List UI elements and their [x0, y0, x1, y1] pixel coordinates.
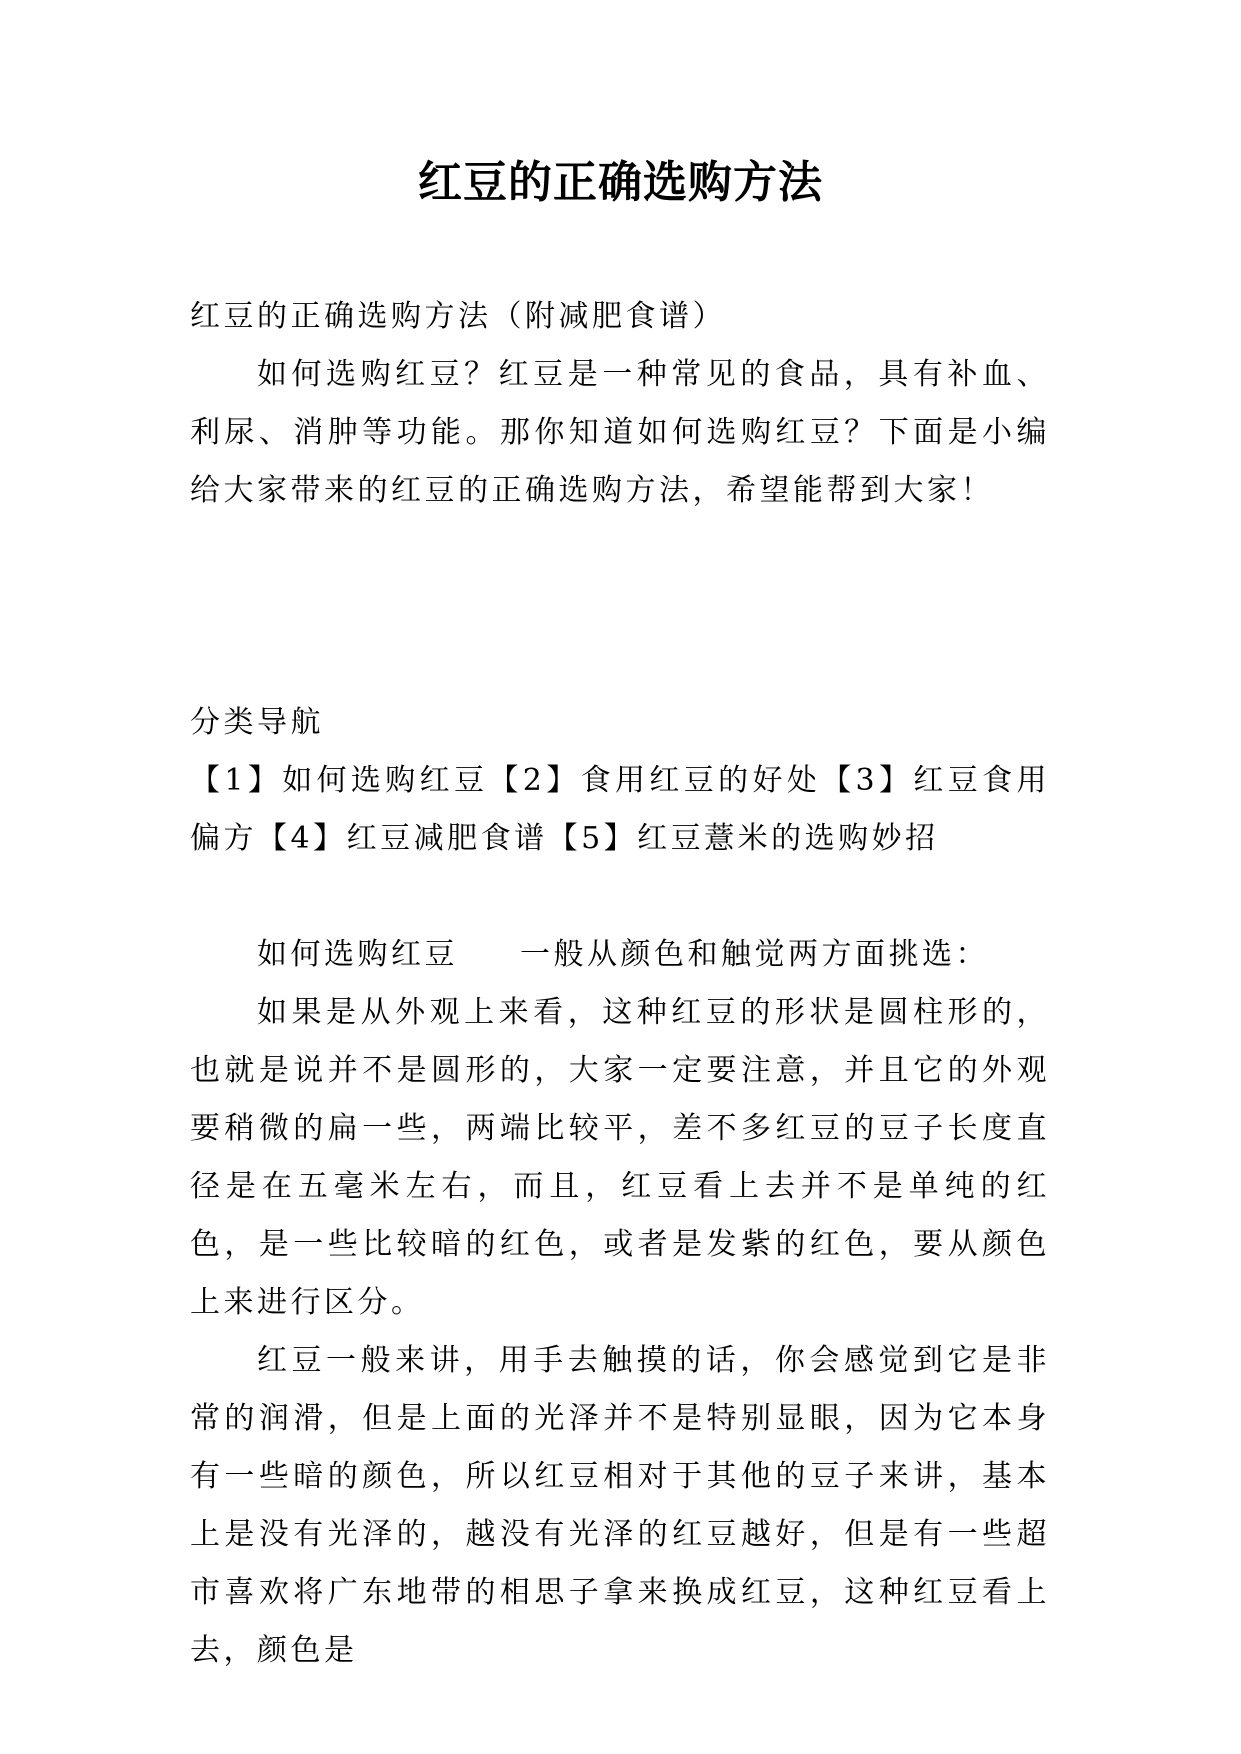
intro-text: 如何选购红豆？红豆是一种常见的食品，具有补血、利尿、消肿等功能。那你知道如何选购红豆？下面是小编给大家带来的红豆的正确选购方法，希望能帮到大家！	[190, 357, 1050, 508]
subtitle-text: 红豆的正确选购方法（附减肥食谱）	[190, 299, 726, 334]
category-nav-label	[190, 694, 1050, 752]
nav-items-text: 【1】如何选购红豆【2】食用红豆的好处【3】红豆食用偏方【4】红豆减肥食谱【5】红豆薏米的选购妙招	[190, 763, 1050, 856]
body-paragraph-touch: 红豆一般来讲，用手去触摸的话，你会感觉到它是非常的润滑，但是上面的光泽并不是特别显眼，因为它本身有一些暗的颜色，所以红豆相对于其他的豆子来讲，基本上是没有光泽的，越没有光泽的红豆越好，但是有一些超市喜欢将广东地带的相思子拿来换成红豆，这种红豆看上去，颜色是	[190, 1343, 1050, 1668]
document-title: 红豆的正确选购方法	[418, 157, 823, 208]
section-heading: 如何选购红豆	[257, 937, 458, 972]
section-how-to-buy	[190, 926, 1050, 1680]
document-subtitle	[190, 288, 1050, 346]
intro-paragraph	[190, 346, 1050, 520]
section-heading-line	[190, 926, 1050, 984]
section-lead: 一般从颜色和触觉两方面挑选：	[520, 937, 989, 972]
nav-label-text: 分类导航	[190, 705, 324, 740]
body-paragraph-appearance: 如果是从外观上来看，这种红豆的形状是圆柱形的，也就是说并不是圆形的，大家一定要注意，并且它的外观要稍微的扁一些，两端比较平，差不多红豆的豆子长度直径是在五毫米左右，而且，红豆看上去并不是单纯的红色，是一些比较暗的红色，或者是发紫的红色，要从颜色上来进行区分。	[190, 995, 1050, 1320]
category-nav-items	[190, 752, 1050, 868]
